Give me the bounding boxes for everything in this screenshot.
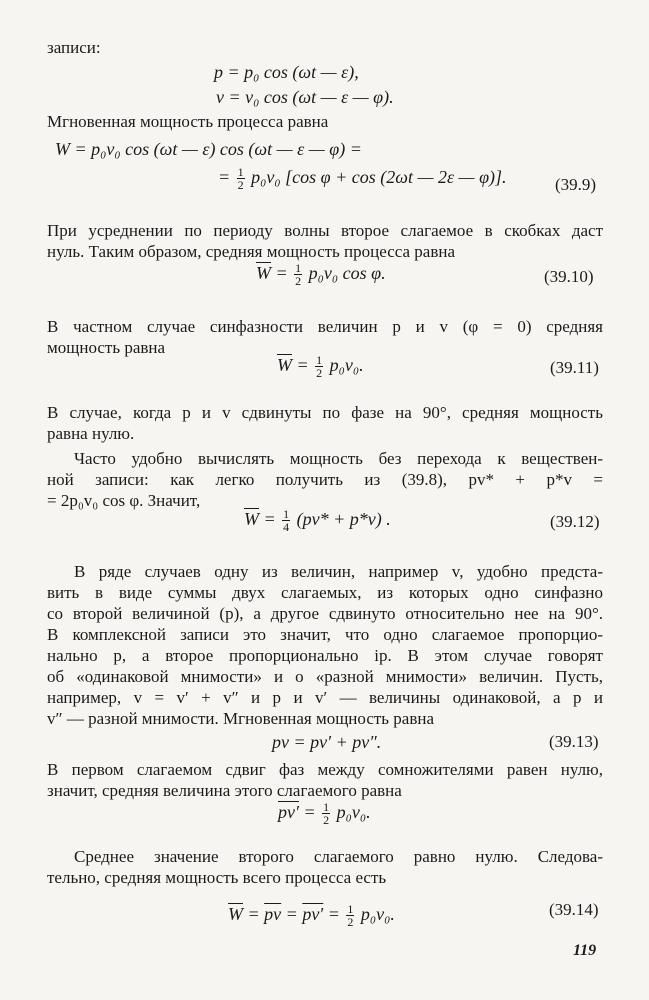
para6-line1: В первом слагаемом сдвиг фаз между сомножителями равен нулю, (47, 760, 603, 779)
average-w-symbol: $\overline{W}$ (228, 904, 243, 924)
para1-line2: нуль. Таким образом, средняя мощность процесса равна (47, 242, 456, 261)
intro-text: записи: (47, 38, 101, 57)
fraction-denominator: 2 (323, 813, 330, 828)
equation-average-w: $\overline{W}$ = $\frac{1}{2}$ p₀v₀ cos φ. (256, 261, 386, 289)
average-w-symbol: $\overline{W}$ (244, 509, 259, 529)
equation-number-39-10: (39.10) (544, 267, 594, 286)
para5-line3: со второй величиной (p), а другое сдвинуто относительно нее на 90°. (47, 604, 603, 623)
para5-line4: В комплексной записи это значит, что одно слагаемое пропорцио- (47, 625, 603, 644)
equation-average-w-inphase-rest: p₀v₀. (329, 355, 364, 375)
equation-average-pv-prime-rest: p₀v₀. (336, 802, 371, 822)
equation-number-39-12: (39.12) (550, 512, 600, 531)
para4-line1: Часто удобно вычислять мощность без перехода к веществен- (74, 449, 603, 468)
para5-line5: нально p, а второе пропорционально ip. В этом случае говорят (47, 646, 603, 665)
fraction-one-quarter (282, 508, 290, 533)
fraction-one-half (315, 354, 323, 379)
para5-line7: например, v = v′ + v″ и p и v′ — величины одинаковой, а p и (47, 688, 603, 707)
equation-final-average-w: $\overline{W} = \overline{pv} = pv'$ = $\frac{1}{2}$ p₀v₀. (228, 902, 395, 930)
instantaneous-power-intro: Мгновенная мощность процесса равна (47, 112, 329, 131)
para7-line2: тельно, средняя мощность всего процесса есть (47, 868, 387, 887)
equation-average-w-complex: $\overline{W}$ = $\frac{1}{4}$ (pv* + p*v) . (244, 507, 391, 535)
equation-number-39-14: (39.14) (549, 900, 599, 919)
fraction-numerator: 1 (316, 353, 323, 368)
equation-average-w-complex-rest: (pv* + p*v) . (296, 509, 391, 529)
page-number: 119 (573, 942, 597, 959)
para4-line2: ной записи: как легко получить из (39.8), pv* + p*v = (47, 470, 603, 489)
fraction-numerator: 1 (283, 507, 290, 522)
para4-line3: = 2p₀v₀ cos φ. Значит, (47, 491, 201, 510)
equation-v: v = v₀ cos (ωt — ε — φ). (216, 87, 394, 107)
average-w-symbol: $\overline{W}$ (256, 263, 271, 283)
equals-sign: = (218, 167, 231, 187)
para1-line1: При усреднении по периоду волны второе слагаемое в скобках даст (47, 221, 603, 240)
fraction-numerator: 1 (323, 800, 330, 815)
average-pv-prime-symbol: pv′ (302, 904, 324, 924)
para2-line1: В частном случае синфазности величин p и v (φ = 0) средняя (47, 317, 603, 336)
para3-line1: В случае, когда p и v сдвинуты по фазе на 90°, средняя мощность (47, 403, 603, 422)
fraction-denominator: 4 (283, 520, 290, 535)
equation-average-w-inphase: $\overline{W}$ = $\frac{1}{2}$ p₀v₀. (277, 353, 364, 381)
equation-w-line1: W = p₀v₀ cos (ωt — ε) cos (ωt — ε — φ) = (55, 139, 362, 159)
equation-average-pv-prime: pv′ = $\frac{1}{2}$ p₀v₀. (278, 800, 371, 828)
para5-line6: об «одинаковой мнимости» и о «разной мнимости» величин. Пусть, (47, 667, 603, 686)
fraction-one-half (346, 903, 354, 928)
para2-line2: мощность равна (47, 338, 166, 357)
equation-average-w-rest: p₀v₀ cos φ. (308, 263, 386, 283)
para6-line2: значит, средняя величина этого слагаемого равна (47, 781, 402, 800)
para7-line1: Среднее значение второго слагаемого равно нулю. Следова- (74, 847, 603, 866)
para3-line2: равна нулю. (47, 424, 135, 443)
equation-number-39-11: (39.11) (550, 358, 599, 377)
fraction-denominator: 2 (237, 178, 244, 193)
fraction-numerator: 1 (347, 902, 354, 917)
para5-line2: вить в виде суммы двух слагаемых, из которых одно синфазно (47, 583, 603, 602)
equation-number-39-13: (39.13) (549, 732, 599, 751)
equation-number-39-9: (39.9) (555, 175, 597, 194)
equation-final-rest: p₀v₀. (360, 904, 395, 924)
equation-p: p = p₀ cos (ωt — ε), (214, 62, 359, 82)
fraction-one-half (294, 262, 302, 287)
equation-pv: pv = pv′ + pv″. (272, 732, 382, 752)
average-pv-symbol: $\overline{pv}$ (264, 904, 282, 924)
fraction-numerator: 1 (237, 165, 244, 180)
fraction-denominator: 2 (295, 274, 302, 289)
average-w-symbol: $\overline{W}$ (277, 355, 292, 375)
fraction-numerator: 1 (295, 261, 302, 276)
para5-line8: v″ — разной мнимости. Мгновенная мощность равна (47, 709, 435, 728)
fraction-one-half (322, 801, 330, 826)
equation-w-rest: p₀v₀ [cos φ + cos (2ωt — 2ε — φ)]. (251, 167, 507, 187)
fraction-denominator: 2 (316, 366, 323, 381)
equation-w-line2 (218, 166, 507, 191)
average-pv-prime-symbol: pv′ (278, 802, 299, 822)
fraction-one-half (237, 166, 245, 191)
fraction-denominator: 2 (347, 915, 354, 930)
para5-line1: В ряде случаев одну из величин, например v, удобно предста- (74, 562, 603, 581)
